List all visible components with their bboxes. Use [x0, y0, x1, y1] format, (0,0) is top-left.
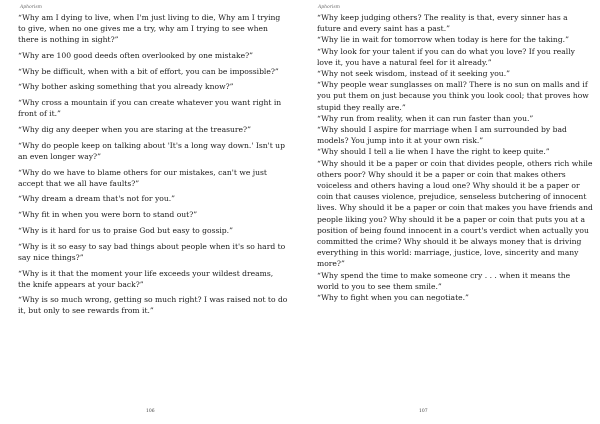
page-number: 106 — [146, 409, 155, 414]
quote: “Why is so much wrong, getting so much right? I was raised not to do it, but only to see rewards from it.” — [18, 295, 288, 316]
quote: “Why cross a mountain if you can create whatever you want right in front of it.” — [18, 98, 282, 119]
quote: “Why is it hard for us to praise God but easy to gossip.” — [18, 225, 233, 235]
quote: “Why should I aspire for marriage when I am surrounded by bad models? You jump into it at your own risk.” — [317, 125, 567, 146]
quote: “Why lie in wait for tomorrow when today is here for the taking.” — [317, 35, 569, 45]
quote: “Why do we have to blame others for our mistakes, can't we just accept that we all have faults?” — [18, 167, 267, 188]
quote: “Why should it be a paper or coin that divides people, others rich while others poor? Why should it be a paper or coin that makes others voiceless and others having a loud one? Why should it be a paper or coin that causes violence, prejudice, senseless butchering of innocent lives. Why should it be a paper or coin that makes you have friends and people liking you? Why should it be a paper or coin that puts you at a position of being found innocent in a court's verdict when actually you committed the crime? Why should it be always money that is driving everything in this world: marriage, justice, love, sincerity and many more?” — [317, 158, 593, 269]
quote: “Why is it so easy to say bad things about people when it's so hard to say nice things?” — [18, 241, 286, 262]
running-header: Aphorism — [20, 5, 42, 10]
quote: “Why is it that the moment your life exceeds your wildest dreams, the knife appears at your back?” — [18, 268, 274, 289]
right-page — [300, 0, 600, 424]
quote: “Why look for your talent if you can do what you love? If you really love it, you have a natural feel for it already.” — [317, 46, 575, 67]
quote-list — [18, 12, 288, 321]
quote: “Why do people keep on talking about 'It's a long way down.' Isn't up an even longer way?” — [18, 140, 285, 161]
quote: “Why keep judging others? The reality is that, every sinner has a future and every saint has a past.” — [317, 13, 568, 34]
quote: “Why be difficult, when with a bit of effort, you can be impossible?” — [18, 66, 279, 76]
quote: “Why dream a dream that's not for you.” — [18, 194, 176, 204]
page-number: 107 — [419, 409, 428, 414]
quote: “Why fit in when you were born to stand out?” — [18, 210, 198, 220]
quote: “Why spend the time to make someone cry . . . when it means the world to you to see them smile.” — [317, 270, 571, 291]
quote: “Why run from reality, when it can run faster than you.” — [317, 113, 534, 123]
quote: “Why should I tell a lie when I have the right to keep quite.” — [317, 147, 550, 157]
quote: “Why bother asking something that you already know?” — [18, 82, 234, 92]
quote: “Why to fight when you can negotiate.” — [317, 293, 469, 303]
quote: “Why are 100 good deeds often overlooked by one mistake?” — [18, 50, 254, 60]
quote: “Why not seek wisdom, instead of it seeking you.” — [317, 69, 510, 79]
quote: “Why people wear sunglasses on mall? There is no sun on malls and if you put them on just because you think you look cool; that proves how stupid they really are.” — [317, 80, 589, 112]
quote: “Why am I dying to live, when I'm just living to die, Why am I trying to give, when no one gives me a try, why am I trying to see when there is nothing in sight?” — [18, 13, 281, 44]
quote: “Why dig any deeper when you are staring at the treasure?” — [18, 124, 251, 134]
running-header: Aphorism — [318, 5, 340, 10]
quote-list — [317, 12, 593, 303]
